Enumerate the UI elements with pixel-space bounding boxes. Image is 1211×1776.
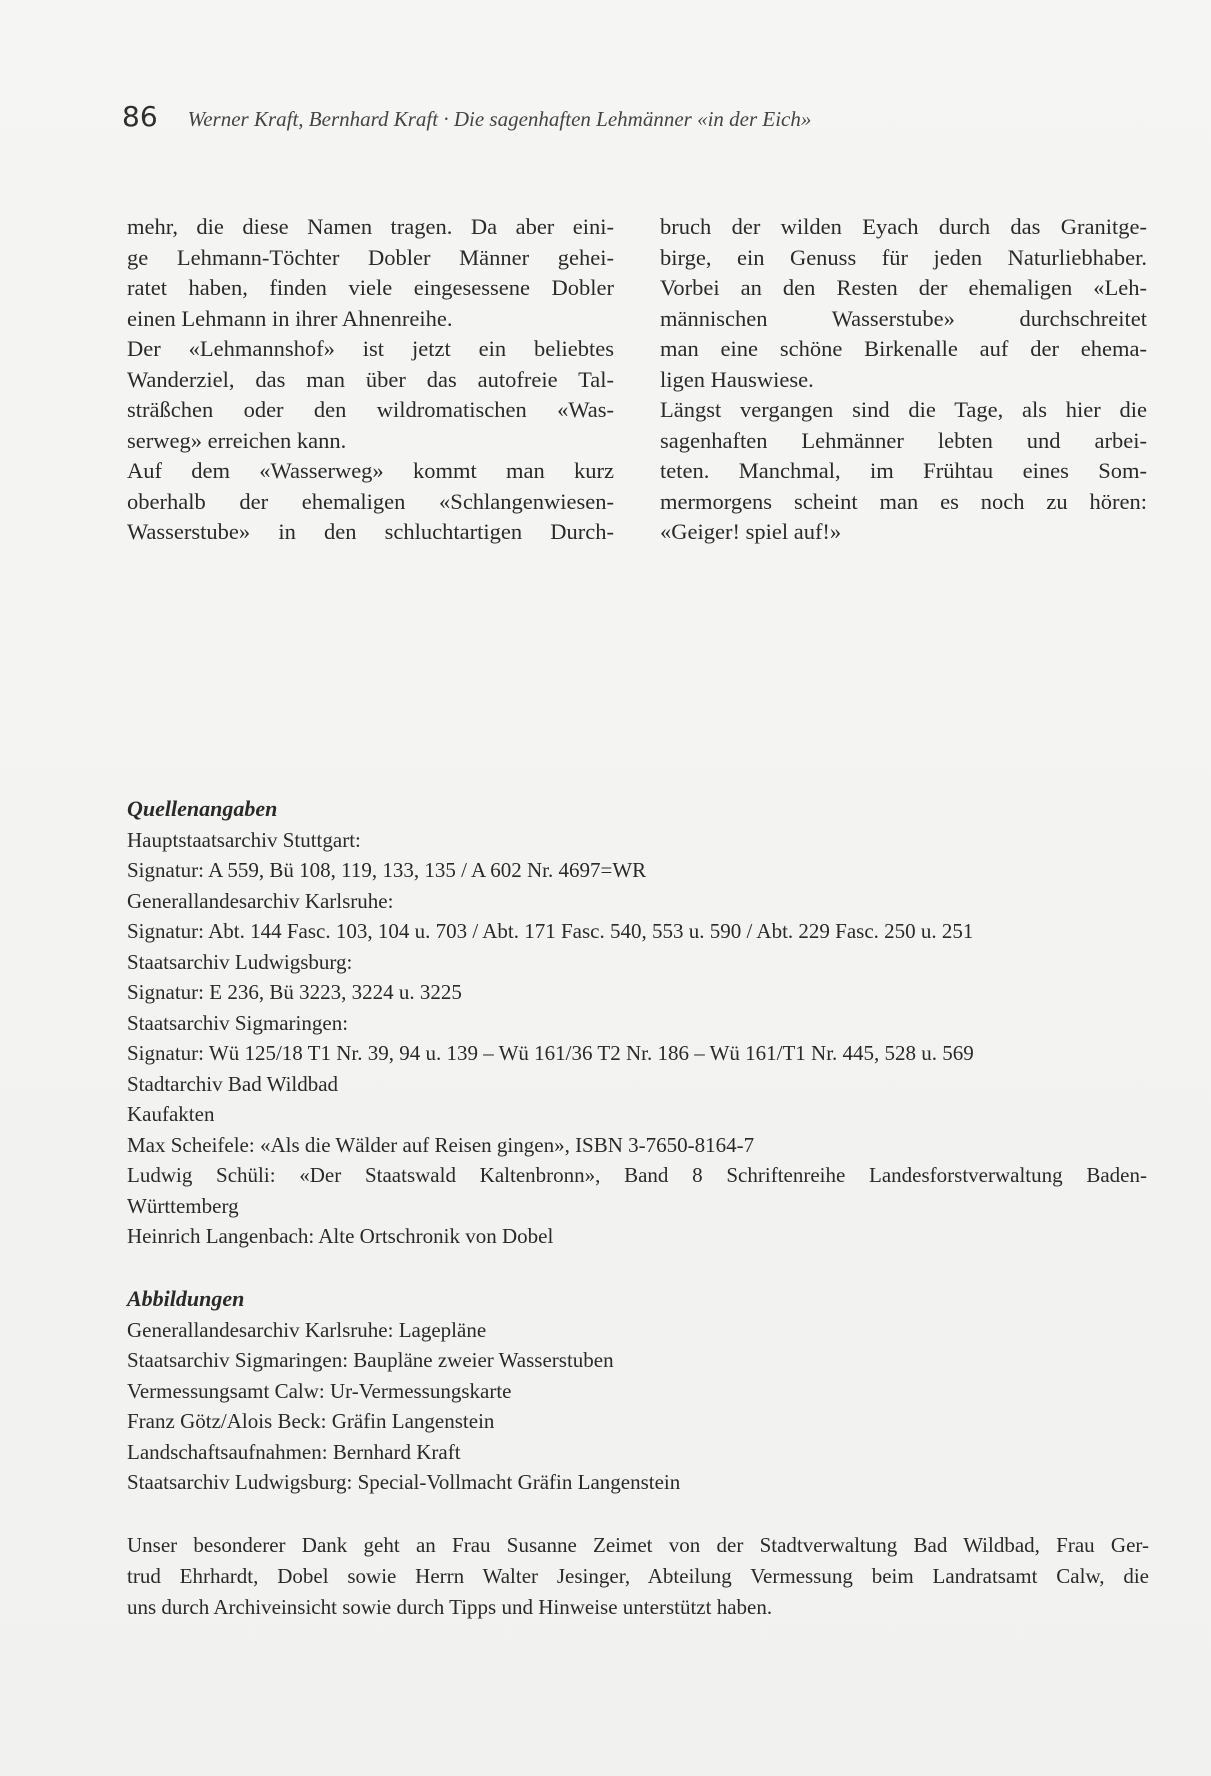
left-column bbox=[127, 212, 614, 548]
page-number: 86 bbox=[122, 100, 158, 133]
source-line: Hauptstaatsarchiv Stuttgart: bbox=[127, 827, 361, 852]
body-line: ratet haben, finden viele eingesessene Dobler bbox=[127, 275, 614, 300]
body-line: sträßchen oder den wildromatischen «Was- bbox=[127, 397, 614, 422]
body-line: einen Lehmann in ihrer Ahnenreihe. bbox=[127, 305, 453, 331]
source-line: Staatsarchiv Ludwigsburg: bbox=[127, 949, 353, 974]
running-head: Werner Kraft, Bernhard Kraft · Die sagenhaften Lehmänner «in der Eich» bbox=[187, 107, 812, 131]
body-line: ge Lehmann-Töchter Dobler Männer gehei- bbox=[127, 244, 614, 270]
body-line: Auf dem «Wasserweg» kommt man kurz bbox=[127, 458, 614, 483]
body-line: man eine schöne Birkenalle auf der ehema- bbox=[660, 336, 1147, 361]
body-line: birge, ein Genuss für jeden Naturliebhaber. bbox=[660, 244, 1147, 270]
illustrations-heading: Abbildungen bbox=[127, 1286, 245, 1311]
acknowledgement-line: uns durch Archiveinsicht sowie durch Tipps und Hinweise unterstützt haben. bbox=[127, 1595, 773, 1619]
illustration-credit: Staatsarchiv Ludwigsburg: Special-Vollmacht Gräfin Langenstein bbox=[127, 1470, 681, 1494]
illustration-credit: Vermessungsamt Calw: Ur-Vermessungskarte bbox=[127, 1378, 512, 1403]
body-line: männischen Wasserstube» durchschreitet bbox=[660, 305, 1147, 331]
page-header bbox=[122, 100, 811, 133]
source-line: Stadtarchiv Bad Wildbad bbox=[127, 1071, 339, 1096]
body-line: Längst vergangen sind die Tage, als hier die bbox=[660, 397, 1147, 422]
illustration-credit: Generallandesarchiv Karlsruhe: Lagepläne bbox=[127, 1317, 487, 1342]
acknowledgement-paragraph bbox=[127, 1530, 1149, 1623]
body-line: ligen Hauswiese. bbox=[660, 366, 814, 392]
source-line: Staatsarchiv Sigmaringen: bbox=[127, 1010, 349, 1035]
acknowledgement-line: Unser besonderer Dank geht an Frau Susanne Zeimet von der Stadtverwaltung Bad Wildbad, Frau Ger- bbox=[127, 1533, 1149, 1557]
body-line: Wanderziel, das man über das autofreie Tal- bbox=[127, 366, 614, 392]
body-text bbox=[127, 212, 1147, 548]
sources-section bbox=[127, 794, 1147, 1252]
source-line: Signatur: Abt. 144 Fasc. 103, 104 u. 703 / Abt. 171 Fasc. 540, 553 u. 590 / Abt. 229 Fasc. 250 u. 251 bbox=[127, 919, 974, 943]
source-line: Max Scheifele: «Als die Wälder auf Reisen gingen», ISBN 3-7650-8164-7 bbox=[127, 1132, 755, 1157]
source-line: Ludwig Schüli: «Der Staatswald Kaltenbronn», Band 8 Schriftenreihe Landesforstverwaltung Baden- bbox=[127, 1163, 1147, 1187]
source-line: Kaufakten bbox=[127, 1102, 215, 1126]
body-line: oberhalb der ehemaligen «Schlangenwiesen- bbox=[127, 488, 614, 514]
body-line: «Geiger! spiel auf!» bbox=[660, 519, 842, 544]
acknowledgement-line: trud Ehrhardt, Dobel sowie Herrn Walter Jesinger, Abteilung Vermessung beim Landratsamt Calw, die bbox=[127, 1564, 1149, 1588]
body-line: teten. Manchmal, im Frühtau eines Som- bbox=[660, 458, 1147, 483]
body-line: Vorbei an den Resten der ehemaligen «Leh- bbox=[660, 275, 1147, 300]
body-line: Wasserstube» in den schluchtartigen Durch- bbox=[127, 519, 614, 544]
illustration-credit: Staatsarchiv Sigmaringen: Baupläne zweier Wasserstuben bbox=[127, 1348, 614, 1372]
body-line: Der «Lehmannshof» ist jetzt ein beliebtes bbox=[127, 336, 614, 361]
body-line: serweg» erreichen kann. bbox=[127, 427, 347, 453]
illustration-credit: Franz Götz/Alois Beck: Gräfin Langenstein bbox=[127, 1409, 495, 1433]
source-line: Signatur: Wü 125/18 T1 Nr. 39, 94 u. 139 – Wü 161/36 T2 Nr. 186 – Wü 161/T1 Nr. 445, 528 u. 569 bbox=[127, 1041, 974, 1065]
source-line: Württemberg bbox=[127, 1193, 239, 1218]
body-line: mehr, die diese Namen tragen. Da aber eini- bbox=[127, 214, 614, 239]
body-line: mermorgens scheint man es noch zu hören: bbox=[660, 488, 1147, 514]
source-line: Signatur: E 236, Bü 3223, 3224 u. 3225 bbox=[127, 980, 462, 1004]
body-line: sagenhaften Lehmänner lebten und arbei- bbox=[660, 427, 1147, 453]
source-line: Signatur: A 559, Bü 108, 119, 133, 135 / A 602 Nr. 4697=WR bbox=[127, 858, 647, 882]
illustrations-section bbox=[127, 1284, 1147, 1498]
body-line: bruch der wilden Eyach durch das Granitge- bbox=[660, 214, 1147, 239]
right-column bbox=[660, 212, 1147, 548]
illustration-credit: Landschaftsaufnahmen: Bernhard Kraft bbox=[127, 1439, 461, 1464]
sources-heading: Quellenangaben bbox=[127, 796, 278, 821]
source-line: Heinrich Langenbach: Alte Ortschronik von Dobel bbox=[127, 1224, 554, 1248]
source-line: Generallandesarchiv Karlsruhe: bbox=[127, 888, 394, 913]
